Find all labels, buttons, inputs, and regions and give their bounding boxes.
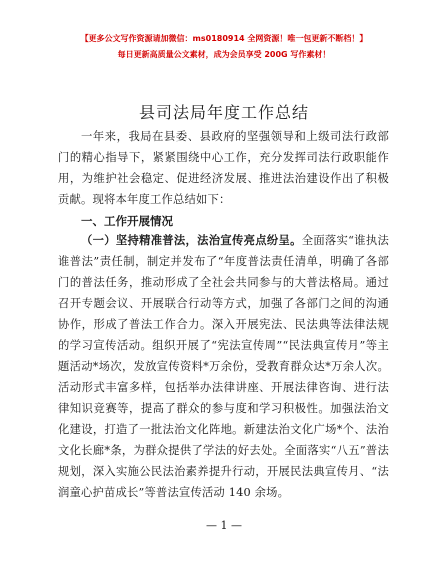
subsection-paragraph [58, 230, 389, 503]
subsection-body: 全面落实“谁执法谁普法”责任制，制定并发布了“年度普法责任清单，明确了各部门的普法任务，推动形成了全社会共同参与的大普法格局。通过召开专题会议、开展联合行动等方式，加强了各部门之间的沟通协作，形成了普法工作合力。深入开展宪法、民法典等法律法规的学习宣传活动。组织开展了“宪法宣传周”“民法典宣传月”等主题活动*场次，发放宣传资料*万余份，受教育群众达*万余人次。活动形式丰富多样，包括举办法律讲座、开展法律咨询、进行法律知识竞赛等，提高了群众的参与度和学习积极性。加强法治文化建设，打造了一批法治文化阵地。新建法治文化广场*个、法治文化长廊*条，为群众提供了学法的好去处。全面落实“八五”普法规划，深入实施公民法治素养提升行动，开展民法典宣传月、“法润童心护苗成长”等普法宣传活动 140 余场。 [58, 234, 389, 499]
promo-banner-line-2: 每日更新高质量公文素材，成为会员享受 200G 写作素材！ [117, 50, 331, 59]
section-heading: 一、工作开展情况 [81, 214, 173, 228]
intro-paragraph: 一年来，我局在县委、县政府的坚强领导和上级司法行政部门的精心指导下，紧紧围绕中心工作，充分发挥司法行政职能作用，为维护社会稳定、促进经济发展、推进法治建设作出了积极贡献。现将本年度工作总结如下： [58, 130, 389, 206]
subsection-heading: （一）坚持精准普法，法治宣传亮点纷呈。 [81, 233, 302, 247]
promo-banner-line-1: 【更多公文写作资源请加微信：ms0180914 全网资源！唯一包更新不断档！】 [80, 34, 368, 43]
page-number: — 1 — [206, 519, 242, 532]
document-title: 县司法局年度工作总结 [138, 103, 309, 122]
